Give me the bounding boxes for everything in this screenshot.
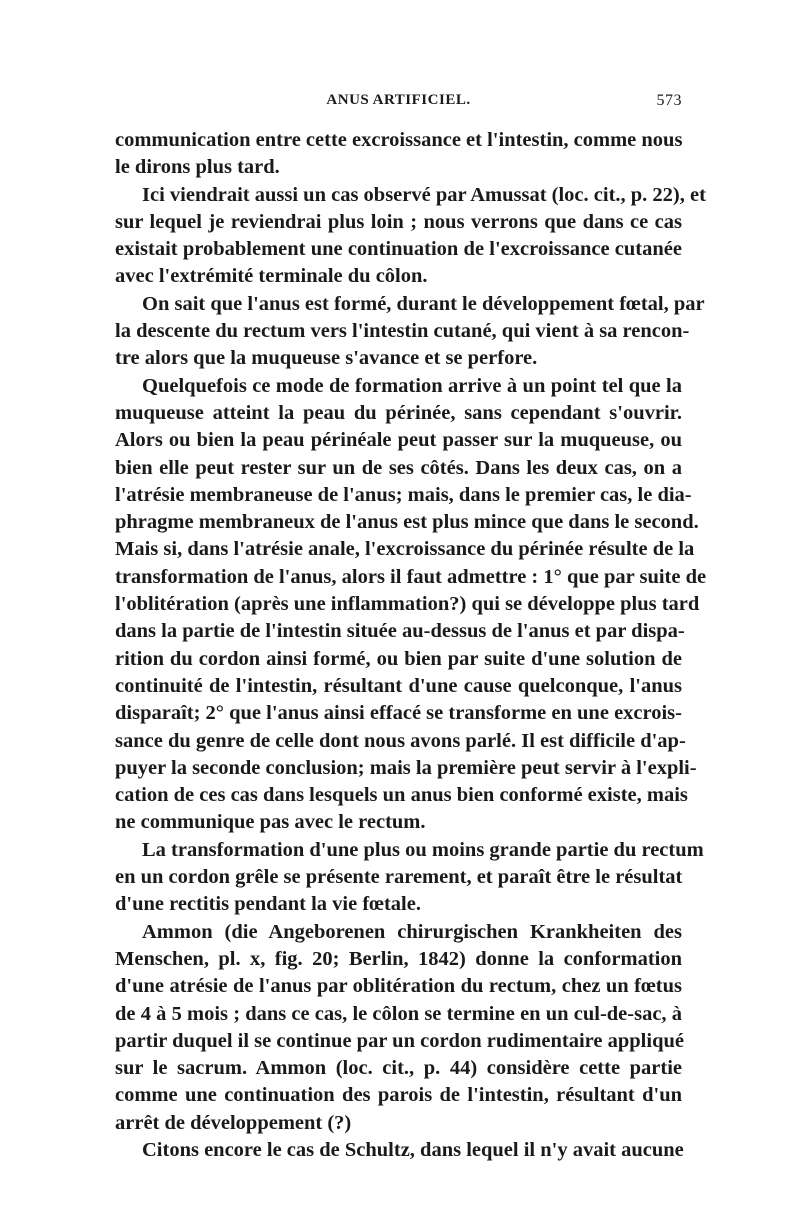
running-title: ANUS ARTIFICIEL. <box>326 92 471 108</box>
text-line: partir duquel il se continue par un cordon rudimentaire appliqué <box>115 1029 684 1052</box>
text-line: puyer la seconde conclusion; mais la première peut servir à l'expli- <box>115 756 697 779</box>
body-text <box>115 127 707 1164</box>
text-line: tre alors que la muqueuse s'avance et se perfore. <box>115 347 538 370</box>
running-head <box>115 92 682 116</box>
text-line: sur lequel je reviendrai plus loin ; nous verrons que dans ce cas <box>115 210 682 233</box>
text-line: disparaît; 2° que l'anus ainsi effacé se transforme en une excrois- <box>115 702 682 725</box>
text-line: sance du genre de celle dont nous avons parlé. Il est difficile d'ap- <box>115 729 686 752</box>
text-line: muqueuse atteint la peau du périnée, sans cependant s'ouvrir. <box>115 401 682 424</box>
text-line: Quelquefois ce mode de formation arrive à un point tel que la <box>142 374 682 397</box>
text-line: existait probablement une continuation de l'excroissance cutanée <box>115 238 682 261</box>
text-line: On sait que l'anus est formé, durant le développement fœtal, par <box>142 292 705 315</box>
text-line: le dirons plus tard. <box>115 156 280 179</box>
text-line: Menschen, pl. x, fig. 20; Berlin, 1842) donne la conformation <box>115 947 682 970</box>
text-line: Mais si, dans l'atrésie anale, l'excroissance du périnée résulte de la <box>115 538 695 561</box>
text-line: de 4 à 5 mois ; dans ce cas, le côlon se termine en un cul-de-sac, à <box>115 1002 682 1025</box>
text-line: Citons encore le cas de Schultz, dans lequel il n'y avait aucune <box>142 1138 684 1161</box>
text-line: ne communique pas avec le rectum. <box>115 811 426 834</box>
text-line: d'une rectitis pendant la vie fœtale. <box>115 893 421 916</box>
text-line: arrêt de développement (?) <box>115 1111 352 1134</box>
text-line: continuité de l'intestin, résultant d'une cause quelconque, l'anus <box>115 674 682 697</box>
text-line: dans la partie de l'intestin située au-dessus de l'anus et par dispa- <box>115 620 685 643</box>
text-line: La transformation d'une plus ou moins grande partie du rectum <box>142 838 704 861</box>
text-line: communication entre cette excroissance et l'intestin, comme nous <box>115 129 683 151</box>
text-line: phragme membraneux de l'anus est plus mince que dans le second. <box>115 511 699 534</box>
text-line: comme une continuation des parois de l'intestin, résultant d'un <box>115 1084 682 1107</box>
text-line: la descente du rectum vers l'intestin cutané, qui vient à sa rencon- <box>115 320 690 343</box>
text-line: Ammon (die Angeborenen chirurgischen Krankheiten des <box>142 920 682 943</box>
text-line: Ici viendrait aussi un cas observé par Amussat (loc. cit., p. 22), et <box>142 183 706 206</box>
text-line: sur le sacrum. Ammon (loc. cit., p. 44) considère cette partie <box>115 1057 682 1080</box>
text-line: transformation de l'anus, alors il faut admettre : 1° que par suite de <box>115 565 707 588</box>
text-line: rition du cordon ainsi formé, ou bien par suite d'une solution de <box>115 647 682 670</box>
text-line: d'une atrésie de l'anus par oblitération du rectum, chez un fœtus <box>115 975 682 998</box>
page-number: 573 <box>656 92 682 109</box>
text-line: en un cordon grêle se présente rarement, et paraît être le résultat <box>115 866 683 889</box>
text-line: Alors ou bien la peau périnéale peut passer sur la muqueuse, ou <box>115 429 682 452</box>
text-line: cation de ces cas dans lesquels un anus bien conformé existe, mais <box>115 784 688 807</box>
text-line: l'oblitération (après une inflammation?) qui se développe plus tard <box>115 593 700 616</box>
text-line: avec l'extrémité terminale du côlon. <box>115 265 428 288</box>
text-line: bien elle peut rester sur un de ses côtés. Dans les deux cas, on a <box>115 456 682 479</box>
text-line: l'atrésie membraneuse de l'anus; mais, dans le premier cas, le dia- <box>115 483 692 506</box>
